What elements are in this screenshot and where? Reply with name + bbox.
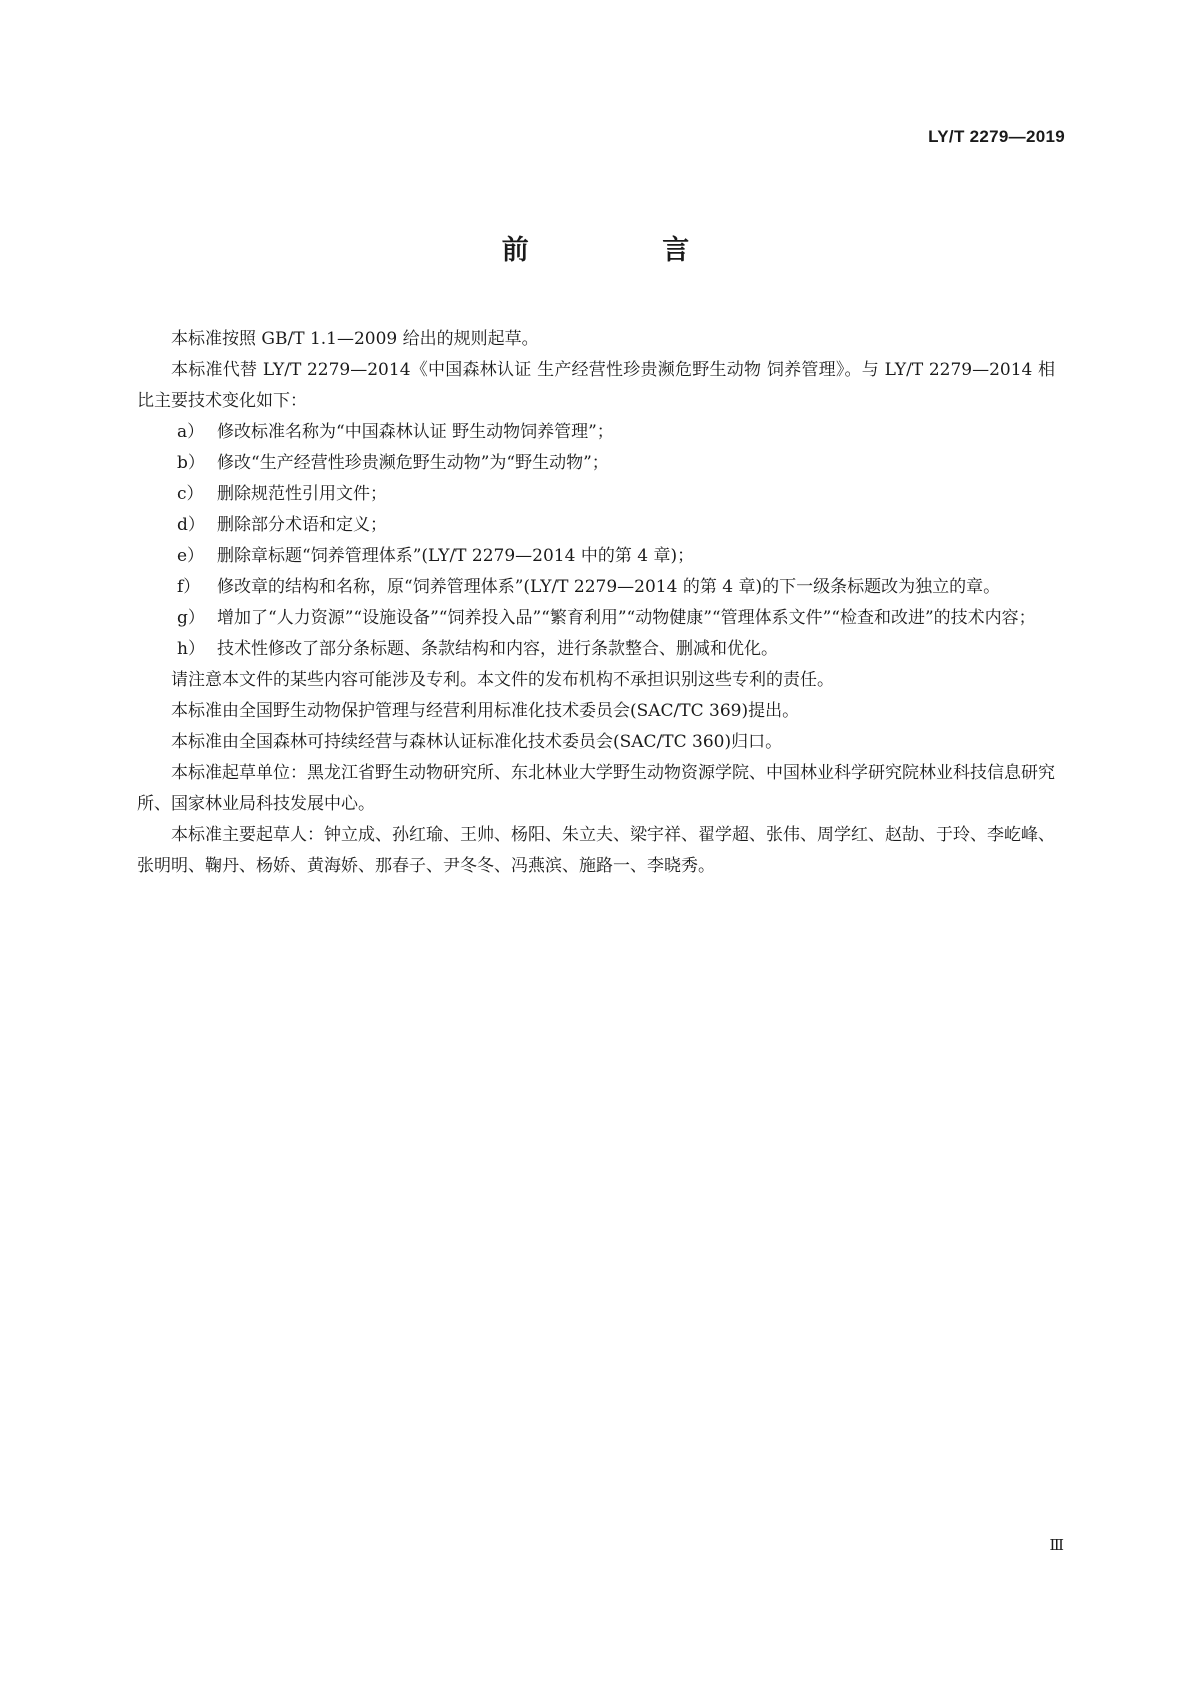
paragraph-managed-by: 本标准由全国森林可持续经营与森林认证标准化技术委员会(SAC/TC 360)归口。 bbox=[171, 732, 783, 752]
list-item bbox=[137, 634, 1055, 665]
paragraph-drafting-units: 本标准起草单位：黑龙江省野生动物研究所、东北林业大学野生动物资源学院、中国林业科学研究院林业科技信息研究所、国家林业局科技发展中心。 bbox=[137, 763, 1055, 814]
document-body bbox=[137, 324, 1055, 882]
list-item-label: c） bbox=[177, 484, 204, 504]
list-item-label: g） bbox=[177, 608, 205, 628]
list-item-text: 删除规范性引用文件； bbox=[217, 484, 387, 504]
list-item-label: a） bbox=[177, 422, 205, 442]
list-item bbox=[137, 448, 1055, 479]
list-item-label: b） bbox=[177, 453, 205, 473]
paragraph-patent-notice: 请注意本文件的某些内容可能涉及专利。本文件的发布机构不承担识别这些专利的责任。 bbox=[171, 670, 834, 690]
page-title: 前 言 bbox=[501, 235, 752, 266]
list-item bbox=[137, 541, 1055, 572]
list-item-text: 删除部分术语和定义； bbox=[217, 515, 387, 535]
page-number: Ⅲ bbox=[1049, 1536, 1064, 1554]
list-item-text: 删除章标题“饲养管理体系”(LY/T 2279—2014 中的第 4 章)； bbox=[217, 546, 695, 566]
standard-code: LY/T 2279—2019 bbox=[928, 127, 1065, 146]
list-item-label: e） bbox=[177, 546, 205, 566]
paragraph-proposed-by: 本标准由全国野生动物保护管理与经营利用标准化技术委员会(SAC/TC 369)提出。 bbox=[171, 701, 800, 721]
list-item-label: h） bbox=[177, 639, 205, 659]
paragraph-drafters: 本标准主要起草人：钟立成、孙红瑜、王帅、杨阳、朱立夫、梁宇祥、翟学超、张伟、周学红、赵劼、于玲、李屹峰、张明明、鞠丹、杨娇、黄海娇、那春子、尹冬冬、冯燕滨、施路一、李晓秀。 bbox=[137, 825, 1055, 876]
paragraph-replacement-note: 本标准代替 LY/T 2279—2014《中国森林认证 生产经营性珍贵濒危野生动物 饲养管理》。与 LY/T 2279—2014 相比主要技术变化如下： bbox=[137, 360, 1055, 411]
list-item bbox=[137, 603, 1055, 634]
list-item-text: 修改标准名称为“中国森林认证 野生动物饲养管理”； bbox=[217, 422, 614, 442]
list-item bbox=[137, 572, 1055, 603]
list-item-label: d） bbox=[177, 515, 205, 535]
list-item-text: 修改“生产经营性珍贵濒危野生动物”为“野生动物”； bbox=[217, 453, 609, 473]
list-item bbox=[137, 479, 1055, 510]
list-item bbox=[137, 417, 1055, 448]
changes-list bbox=[137, 417, 1055, 665]
list-item-label: f） bbox=[177, 577, 201, 597]
paragraph-drafting-rules: 本标准按照 GB/T 1.1—2009 给出的规则起草。 bbox=[171, 329, 539, 349]
list-item-text: 修改章的结构和名称，原“饲养管理体系”(LY/T 2279—2014 的第 4 章)的下一级条标题改为独立的章。 bbox=[217, 577, 1001, 597]
list-item-text: 技术性修改了部分条标题、条款结构和内容，进行条款整合、删减和优化。 bbox=[217, 639, 778, 659]
list-item bbox=[137, 510, 1055, 541]
list-item-text: 增加了“人力资源”“设施设备”“饲养投入品”“繁育利用”“动物健康”“管理体系文件”“检查和改进”的技术内容； bbox=[217, 608, 1036, 628]
